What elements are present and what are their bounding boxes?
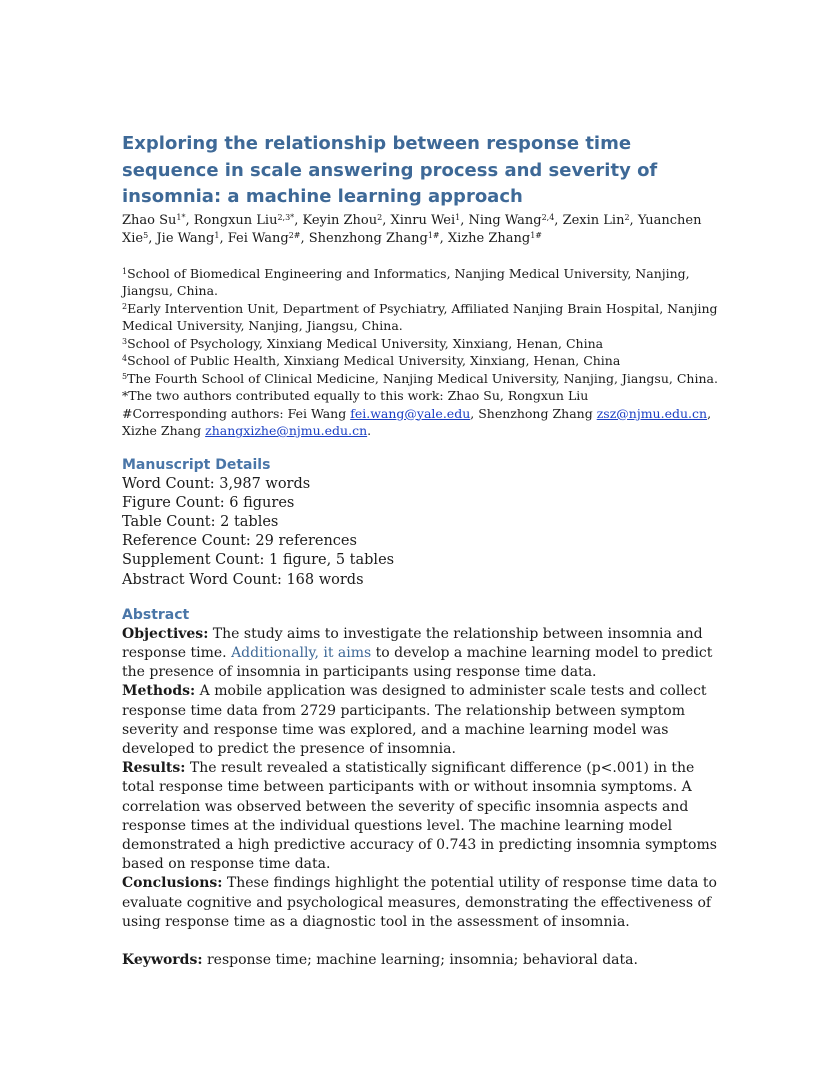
affiliation-text: School of Biomedical Engineering and Informatics, Nanjing Medical University, Nanjing, Jiangsu, China. <box>122 265 690 298</box>
conclusions-label: Conclusions: <box>122 875 223 892</box>
author-affiliation-marker: 1* <box>176 212 186 222</box>
keywords-text: response time; machine learning; insomnia; behavioral data. <box>202 951 638 968</box>
corresponding-mid: , Shenzhong Zhang <box>470 405 597 421</box>
author-separator: , <box>439 231 448 246</box>
affiliation-number: 2 <box>122 301 128 311</box>
author <box>309 231 448 246</box>
author-affiliation-marker: 2# <box>288 231 301 240</box>
author <box>228 231 309 246</box>
affiliation-2 <box>122 300 722 335</box>
reference-count: Reference Count: 29 references <box>122 533 357 550</box>
author-separator: , <box>460 212 469 228</box>
author-affiliation-marker: 2 <box>624 212 630 222</box>
affiliation-4 <box>122 352 722 370</box>
objectives-paragraph <box>122 625 722 683</box>
author-separator: , <box>300 231 309 246</box>
affiliation-text: Early Intervention Unit, Department of Psychiatry, Affiliated Nanjing Brain Hospital, Nanjing Medical University, Nanjing, Jiangsu, China. <box>122 300 718 333</box>
author-affiliation-marker: 1# <box>427 231 440 240</box>
author <box>448 231 542 246</box>
author-name: Shenzhong Zhang <box>308 231 428 246</box>
author-name: Jie Wang <box>156 231 215 246</box>
author <box>156 231 227 246</box>
objectives-highlight: Additionally, it aims <box>231 644 372 661</box>
figure-count: Figure Count: 6 figures <box>122 494 295 511</box>
corresponding-authors <box>122 405 722 440</box>
email-link-xizhe-zhang[interactable]: zhangxizhe@njmu.edu.cn <box>205 423 368 438</box>
author-affiliation-marker: 2 <box>377 212 383 222</box>
author-separator: , <box>554 212 563 228</box>
author-affiliation-marker: 2,4 <box>541 212 555 222</box>
affiliation-3 <box>122 335 722 353</box>
manuscript-details-heading: Manuscript Details <box>122 456 271 473</box>
table-count: Table Count: 2 tables <box>122 513 279 530</box>
author-affiliation-marker: 1 <box>455 212 461 222</box>
affiliation-number: 1 <box>122 266 128 276</box>
author-name: Keyin Zhou <box>302 212 378 228</box>
affiliation-text: The Fourth School of Clinical Medicine, Nanjing Medical University, Nanjing, Jiangsu, China. <box>127 370 718 386</box>
objectives-text: The study aims to investigate the relationship between insomnia and response time. <box>122 625 703 661</box>
affiliation-text: School of Public Health, Xinxiang Medical University, Xinxiang, Henan, China <box>127 353 621 368</box>
paper-title: Exploring the relationship between response time sequence in scale answering process and severity of insomnia: a machine learning approach <box>122 133 658 207</box>
methods-paragraph <box>122 682 722 759</box>
email-link-fei-wang[interactable]: fei.wang@yale.edu <box>350 405 471 421</box>
author-list <box>122 212 722 249</box>
author-name: Rongxun Liu <box>193 212 278 228</box>
author-name: Zexin Lin <box>562 212 625 228</box>
author-name: Ning Wang <box>468 212 542 228</box>
author-name: Fei Wang <box>227 231 289 246</box>
affiliation-number: 4 <box>122 354 128 363</box>
author-affiliation-marker: 1 <box>214 231 220 240</box>
paper-page <box>122 131 722 970</box>
abstract-word-count: Abstract Word Count: 168 words <box>122 571 364 588</box>
affiliation-1 <box>122 265 722 300</box>
conclusions-text: These findings highlight the potential utility of response time data to evaluate cognitive and psychological measures, demonstrating the effectiveness of using response time as a diagnostic tool in the assessment of insomnia. <box>122 875 717 930</box>
author-separator: , <box>294 212 303 228</box>
results-paragraph <box>122 759 722 874</box>
author <box>194 213 303 228</box>
author-name: Yuanchen Xie <box>122 212 702 246</box>
conclusions-paragraph <box>122 874 722 932</box>
methods-text: A mobile application was designed to administer scale tests and collect response time data from 2729 participants. The relationship between symptom severity and response time was explored, and a machine learning model was developed to predict the presence of insomnia. <box>122 683 707 757</box>
author-separator: , <box>148 231 157 246</box>
supplement-count: Supplement Count: 1 figure, 5 tables <box>122 552 395 569</box>
author-affiliation-marker: 2,3* <box>277 212 295 222</box>
affiliation-number: 5 <box>122 371 128 381</box>
affiliation-number: 3 <box>122 336 128 346</box>
affiliations <box>122 265 722 440</box>
author <box>122 213 194 228</box>
author-separator: , <box>382 212 391 228</box>
equal-contribution-note: *The two authors contributed equally to this work: Zhao Su, Rongxun Liu <box>122 388 589 403</box>
affiliation-text: School of Psychology, Xinxiang Medical University, Xinxiang, Henan, China <box>127 335 604 351</box>
author <box>302 213 390 228</box>
author-affiliation-marker: 5 <box>143 231 149 240</box>
corresponding-mid2: , Xizhe Zhang <box>122 405 712 438</box>
keywords <box>122 951 722 970</box>
abstract-body <box>122 625 722 932</box>
author <box>390 213 468 228</box>
author-name: Xizhe Zhang <box>447 231 531 246</box>
objectives-label: Objectives: <box>122 625 209 642</box>
author-affiliation-marker: 1# <box>530 231 542 240</box>
author-separator: , <box>629 212 638 228</box>
word-count: Word Count: 3,987 words <box>122 475 311 492</box>
corresponding-end: . <box>367 423 372 438</box>
email-link-shenzhong-zhang[interactable]: zsz@njmu.edu.cn <box>596 405 708 421</box>
author <box>469 213 563 228</box>
methods-label: Methods: <box>122 683 196 700</box>
author-separator: , <box>219 231 228 246</box>
corresponding-prefix: #Corresponding authors: Fei Wang <box>122 405 351 421</box>
results-text: The result revealed a statistically significant difference (p<.001) in the total response time between participants with or without insomnia symptoms. A correlation was observed between the severity of specific insomnia aspects and response times at the individual questions level. The machine learning model demonstrated a high predictive accuracy of 0.743 in predicting insomnia symptoms based on response time data. <box>122 760 717 873</box>
author-name: Xinru Wei <box>390 212 456 228</box>
author <box>563 213 638 228</box>
abstract-heading: Abstract <box>122 606 190 623</box>
objectives-text-2: to develop a machine learning model to predict the presence of insomnia in participants using response time data. <box>122 644 713 681</box>
results-label: Results: <box>122 760 186 777</box>
manuscript-details <box>122 475 722 590</box>
keywords-label: Keywords: <box>122 951 203 968</box>
author-separator: , <box>185 212 194 228</box>
affiliation-5 <box>122 370 722 388</box>
author-name: Zhao Su <box>122 212 177 228</box>
